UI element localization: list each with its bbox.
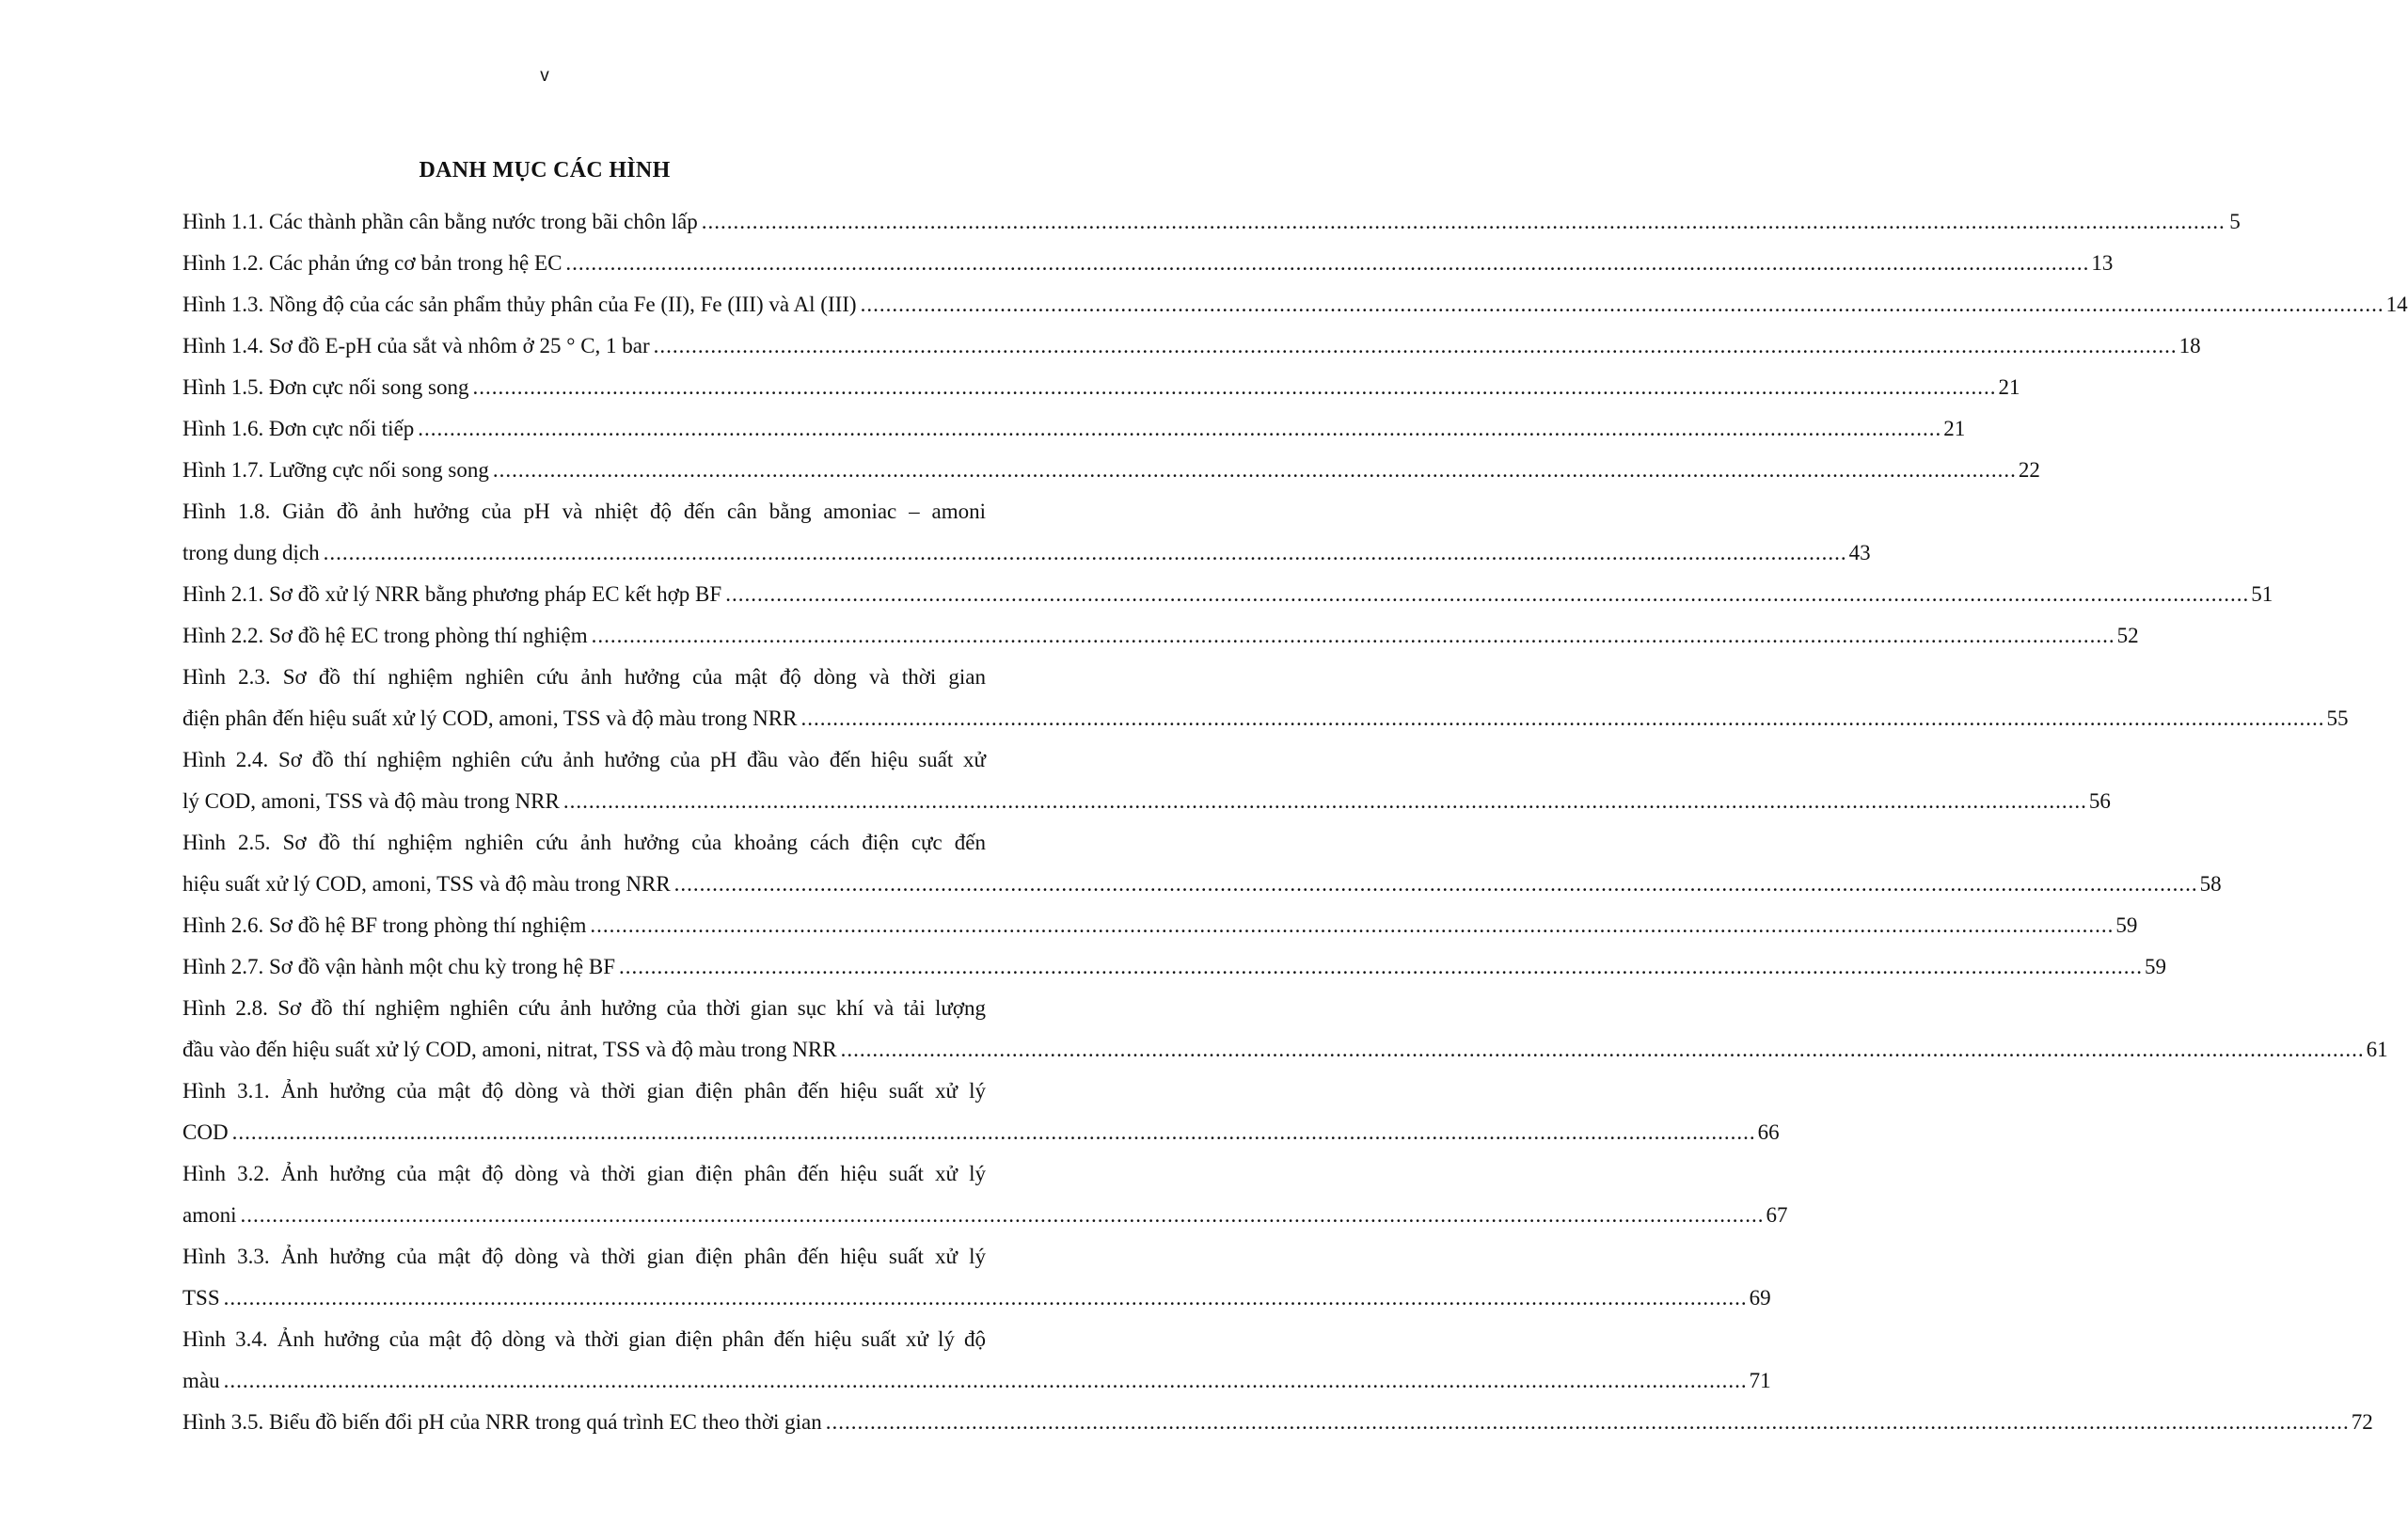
figure-entry-line: [182, 532, 1871, 574]
figure-caption-text: Hình 1.2. Các phản ứng cơ bản trong hệ EC: [182, 251, 562, 275]
figure-page-number: 18: [2178, 334, 2201, 357]
figure-entry[interactable]: [182, 822, 2222, 905]
figure-caption-text: trong dung dịch: [182, 541, 320, 564]
figure-caption-text: Hình 1.5. Đơn cực nối song song: [182, 375, 469, 399]
figure-page-number: 21: [1943, 417, 1966, 440]
figure-entry-line: [182, 905, 2138, 946]
figure-caption-text: Hình 1.6. Đơn cực nối tiếp: [182, 417, 415, 440]
figure-caption-text: Hình 3.2. Ảnh hưởng của mật độ dòng và thời gian điện phân đến hiệu suất xử lý: [182, 1162, 986, 1185]
dot-leader: [725, 574, 2249, 615]
figure-entry[interactable]: [182, 201, 2241, 243]
figure-entry-line: [182, 408, 1966, 450]
figure-entry-line: [182, 1360, 1771, 1402]
dot-leader: [619, 946, 2143, 988]
dot-leader: [800, 698, 2324, 739]
figure-page-number: 59: [2115, 913, 2138, 937]
figure-caption-text: amoni: [182, 1203, 237, 1227]
figure-caption-text: Hình 2.2. Sơ đồ hệ EC trong phòng thí nghiệm: [182, 624, 588, 647]
figure-entry-line: [182, 325, 2201, 367]
dot-leader: [841, 1029, 2365, 1071]
figure-caption-text: Hình 2.3. Sơ đồ thí nghiệm nghiên cứu ảnh hưởng của mật độ dòng và thời gian: [182, 665, 986, 689]
figure-entry[interactable]: [182, 739, 2111, 822]
figure-entry[interactable]: [182, 491, 1871, 574]
figure-entry-line-continued: [182, 822, 986, 864]
figure-caption-text: Hình 1.7. Lưỡng cực nối song song: [182, 458, 489, 482]
figure-caption-text: màu: [182, 1369, 220, 1392]
dot-leader: [702, 201, 2226, 243]
figure-entry-line: [182, 243, 2114, 284]
figure-caption-text: điện phân đến hiệu suất xử lý COD, amoni, TSS và độ màu trong NRR: [182, 706, 798, 730]
dot-leader: [654, 325, 2178, 367]
figure-entry-line-continued: [182, 739, 986, 781]
figure-entry-line-continued: [182, 988, 986, 1029]
figure-entry[interactable]: [182, 243, 2114, 284]
figure-entry-line: [182, 574, 2273, 615]
page-title: DANH MỤC CÁC HÌNH: [419, 158, 671, 183]
figure-entry-line: [182, 946, 2166, 988]
figure-page-number: 14: [2385, 293, 2408, 316]
figure-page-number: 13: [2091, 251, 2114, 275]
figure-caption-text: COD: [182, 1120, 229, 1144]
dot-leader: [224, 1360, 1748, 1402]
figure-page-number: 21: [1998, 375, 2020, 399]
figure-entry-line: [182, 1112, 1780, 1153]
figure-caption-text: Hình 2.6. Sơ đồ hệ BF trong phòng thí nghiệm: [182, 913, 587, 937]
figure-page-number: 55: [2326, 706, 2349, 730]
figure-caption-text: Hình 2.1. Sơ đồ xử lý NRR bằng phương pháp EC kết hợp BF: [182, 582, 722, 606]
figure-entry-line-continued: [182, 1236, 986, 1278]
figure-entry-line-continued: [182, 491, 986, 532]
figure-entry-line: [182, 1402, 2373, 1443]
page-number: v: [540, 66, 549, 86]
figure-entry-line: [182, 1029, 2388, 1071]
dot-leader: [472, 367, 1996, 408]
dot-leader: [224, 1278, 1748, 1319]
figure-caption-text: Hình 1.3. Nồng độ của các sản phẩm thủy phân của Fe (II), Fe (III) và Al (III): [182, 293, 857, 316]
dot-leader: [861, 284, 2384, 325]
dot-leader: [563, 781, 2087, 822]
figure-caption-text: Hình 2.7. Sơ đồ vận hành một chu kỳ trong hệ BF: [182, 955, 615, 978]
figure-entry-line: [182, 201, 2241, 243]
figure-page-number: 58: [2199, 872, 2222, 896]
figure-page-number: 71: [1749, 1369, 1771, 1392]
figure-entry[interactable]: [182, 408, 1966, 450]
figure-caption-text: Hình 1.4. Sơ đồ E-pH của sắt và nhôm ở 25 ° C, 1 bar: [182, 334, 650, 357]
dot-leader: [493, 450, 2017, 491]
figure-entry[interactable]: [182, 1319, 1771, 1402]
figure-page-number: 66: [1757, 1120, 1780, 1144]
figure-entry-line: [182, 698, 2349, 739]
figure-entry-line: [182, 615, 2139, 657]
figure-entry-line: [182, 864, 2222, 905]
figure-entry[interactable]: [182, 574, 2273, 615]
figure-entry[interactable]: [182, 988, 2388, 1071]
figure-entry[interactable]: [182, 284, 2408, 325]
figure-entry[interactable]: [182, 1071, 1780, 1153]
figure-entry[interactable]: [182, 1153, 1788, 1236]
figure-entry[interactable]: [182, 450, 2040, 491]
figure-entry-line-continued: [182, 657, 986, 698]
figure-entry-line-continued: [182, 1153, 986, 1195]
figure-entry-line-continued: [182, 1319, 986, 1360]
figure-entry-line: [182, 1195, 1788, 1236]
figure-entry-line: [182, 284, 2408, 325]
figure-page-number: 67: [1766, 1203, 1788, 1227]
figure-page-number: 43: [1848, 541, 1871, 564]
dot-leader: [565, 243, 2089, 284]
figure-entry[interactable]: [182, 1236, 1771, 1319]
figure-caption-text: Hình 3.3. Ảnh hưởng của mật độ dòng và thời gian điện phân đến hiệu suất xử lý: [182, 1245, 986, 1268]
figure-page-number: 59: [2145, 955, 2166, 978]
figure-caption-text: đầu vào đến hiệu suất xử lý COD, amoni, nitrat, TSS và độ màu trong NRR: [182, 1038, 837, 1061]
figure-entry-line: [182, 1278, 1771, 1319]
figure-caption-text: Hình 2.8. Sơ đồ thí nghiệm nghiên cứu ảnh hưởng của thời gian sục khí và tải lượng: [182, 996, 986, 1020]
dot-leader: [674, 864, 2198, 905]
figure-caption-text: Hình 3.4. Ảnh hưởng của mật độ dòng và thời gian điện phân đến hiệu suất xử lý độ: [182, 1327, 986, 1351]
figure-caption-text: hiệu suất xử lý COD, amoni, TSS và độ màu trong NRR: [182, 872, 671, 896]
figure-entry-line: [182, 781, 2111, 822]
figure-page-number: 72: [2351, 1410, 2373, 1434]
dot-leader: [418, 408, 1941, 450]
figure-caption-text: Hình 2.5. Sơ đồ thí nghiệm nghiên cứu ảnh hưởng của khoảng cách điện cực đến: [182, 831, 986, 854]
figure-page-number: 56: [2088, 789, 2111, 813]
figure-entry[interactable]: [182, 657, 2349, 739]
figure-caption-text: Hình 1.8. Giản đồ ảnh hưởng của pH và nhiệt độ đến cân bằng amoniac – amoni: [182, 500, 986, 523]
figure-entry[interactable]: [182, 946, 2166, 988]
figure-entry[interactable]: [182, 905, 2138, 946]
figure-caption-text: Hình 1.1. Các thành phần cân bằng nước trong bãi chôn lấp: [182, 210, 698, 233]
figure-caption-text: Hình 3.1. Ảnh hưởng của mật độ dòng và thời gian điện phân đến hiệu suất xử lý: [182, 1079, 986, 1103]
figure-entry-line-continued: [182, 1071, 986, 1112]
figure-entry[interactable]: [182, 325, 2201, 367]
figure-entry[interactable]: [182, 367, 2020, 408]
figure-page-number: 5: [2229, 210, 2241, 233]
figure-caption-text: Hình 2.4. Sơ đồ thí nghiệm nghiên cứu ảnh hưởng của pH đầu vào đến hiệu suất xử: [182, 748, 986, 771]
dot-leader: [324, 532, 1847, 574]
dot-leader: [590, 905, 2114, 946]
figure-caption-text: TSS: [182, 1286, 220, 1310]
dot-leader: [592, 615, 2115, 657]
dot-leader: [826, 1402, 2350, 1443]
figure-list: [182, 201, 2408, 1443]
figure-caption-text: Hình 3.5. Biểu đồ biến đổi pH của NRR trong quá trình EC theo thời gian: [182, 1410, 822, 1434]
figure-entry[interactable]: [182, 615, 2139, 657]
figure-page-number: 51: [2251, 582, 2273, 606]
dot-leader: [232, 1112, 1756, 1153]
figure-entry-line: [182, 367, 2020, 408]
figure-page-number: 61: [2366, 1038, 2388, 1061]
dot-leader: [241, 1195, 1765, 1236]
figure-page-number: 52: [2116, 624, 2139, 647]
figure-entry[interactable]: [182, 1402, 2373, 1443]
figure-caption-text: lý COD, amoni, TSS và độ màu trong NRR: [182, 789, 560, 813]
figure-page-number: 22: [2018, 458, 2040, 482]
figure-entry-line: [182, 450, 2040, 491]
figure-page-number: 69: [1749, 1286, 1771, 1310]
